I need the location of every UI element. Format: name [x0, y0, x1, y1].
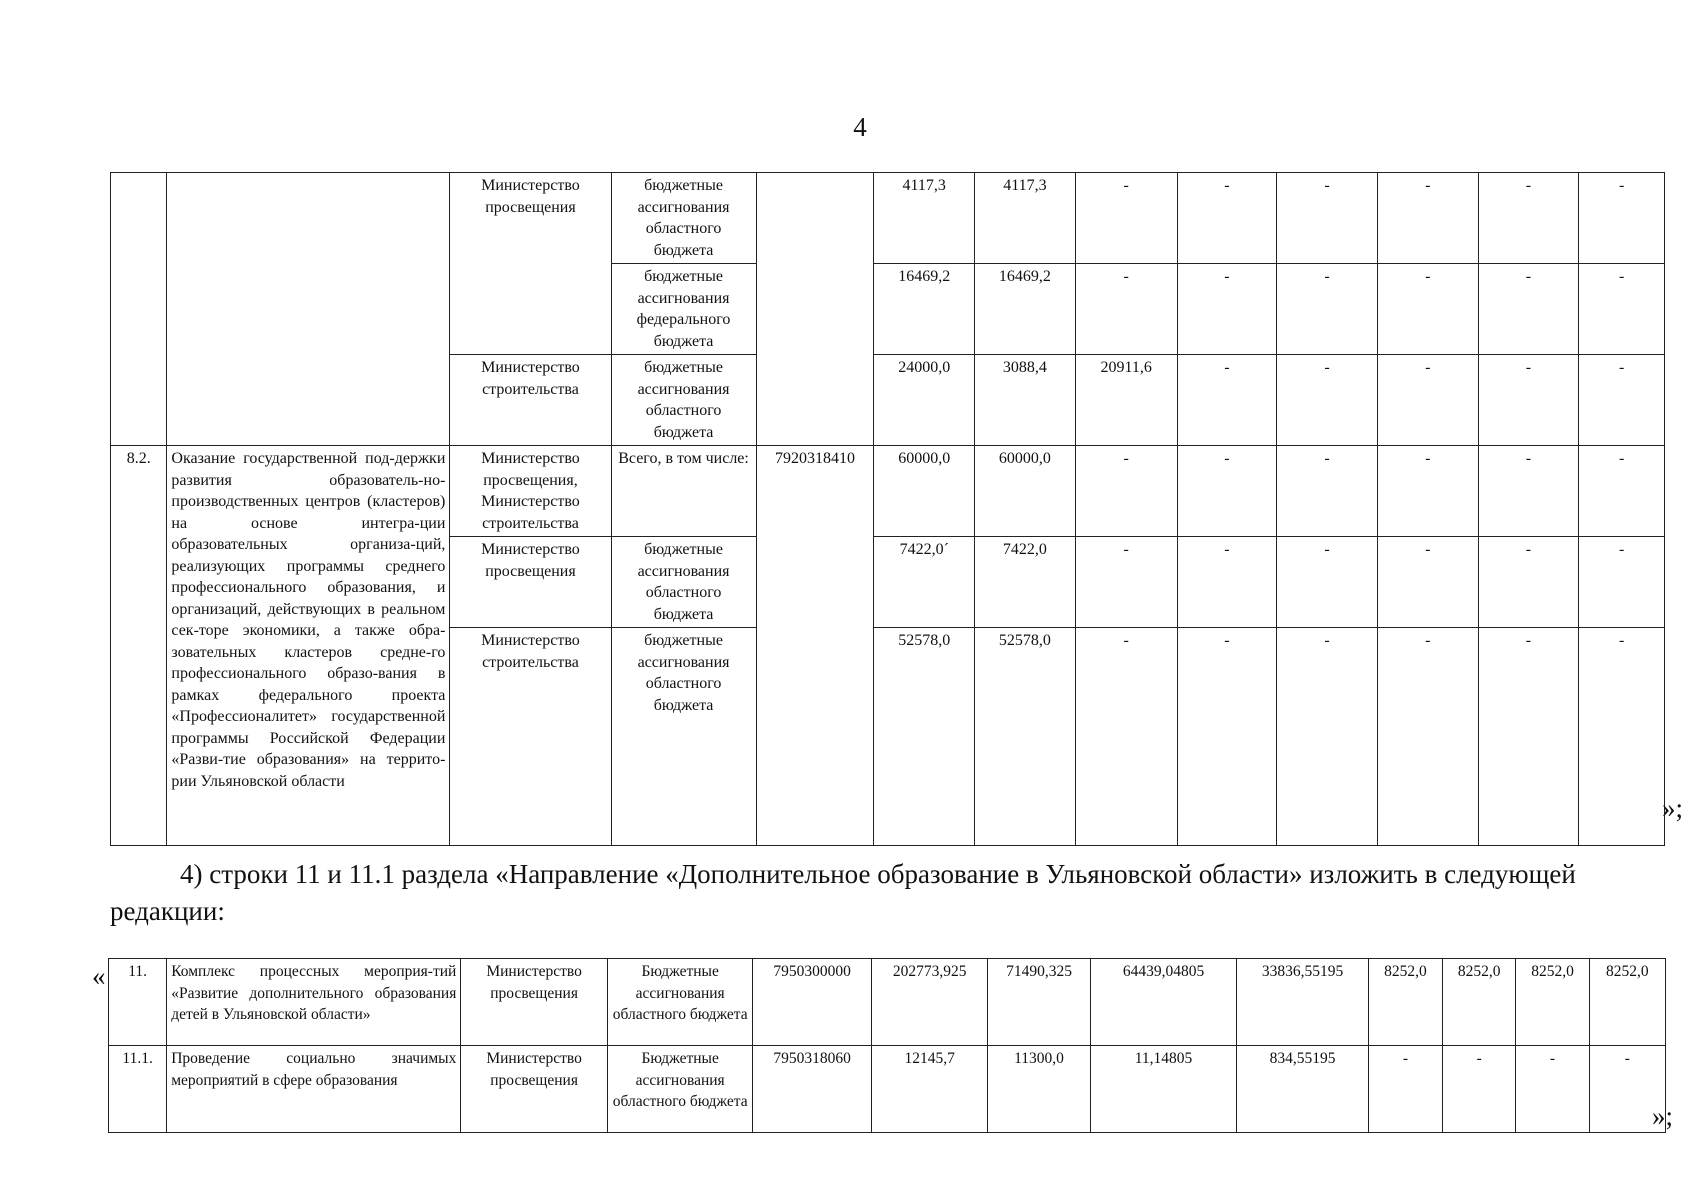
- closing-quote-mark: »;: [1662, 793, 1684, 823]
- year-cell: -: [1075, 537, 1177, 628]
- year-cell: -: [1277, 628, 1378, 846]
- row-number-cell: 8.2.: [111, 446, 167, 846]
- year-cell: 8252,0: [1516, 959, 1589, 1046]
- year-cell: -: [1516, 1046, 1589, 1133]
- year-cell: -: [1377, 264, 1478, 355]
- year-cell: -: [1377, 173, 1478, 264]
- name-cell: Проведение социально значимых мероприятий в сфере образования: [167, 1046, 461, 1133]
- table-row: [111, 173, 1665, 264]
- year-cell: -: [1177, 446, 1277, 537]
- total-cell: 202773,925: [871, 959, 987, 1046]
- budget-table-section-11: [108, 958, 1666, 1133]
- year-cell: -: [1177, 173, 1277, 264]
- year-cell: 8252,0: [1589, 959, 1665, 1046]
- year-cell: -: [1478, 628, 1579, 846]
- executor-cell: Министерство просвещения, Министерство строительства: [450, 446, 611, 537]
- row-number-cell: 11.1.: [109, 1046, 167, 1133]
- year-cell: 52578,0: [975, 628, 1076, 846]
- year-cell: -: [1177, 264, 1277, 355]
- opening-quote-mark: «: [92, 961, 106, 991]
- code-cell: [756, 173, 874, 446]
- year-cell: -: [1277, 537, 1378, 628]
- source-cell: бюджетные ассигнования областного бюджета: [611, 173, 756, 264]
- code-cell: 7920318410: [756, 446, 874, 846]
- name-cell: Оказание государственной под-держки развития образователь-но-производственных центров (кластеров) на основе интегра-ции образовательных организа-ций, реализующих программы среднего профессионального образования, и организаций, действующих в реальном сек-торе экономики, а также обра-зовательных кластеров средне-го профессионального образо-вания в рамках федерального проекта «Профессионалитет» государственной программы Российской Федерации «Разви-тие образования» на террито-рии Ульяновской области: [167, 446, 450, 846]
- executor-cell: Министерство строительства: [450, 628, 611, 846]
- code-cell: 7950318060: [753, 1046, 871, 1133]
- executor-cell: Министерство просвещения: [461, 1046, 608, 1133]
- year-cell: -: [1377, 355, 1478, 446]
- year-cell: -: [1277, 355, 1378, 446]
- total-cell: 60000,0: [874, 446, 975, 537]
- year-cell: -: [1277, 173, 1378, 264]
- year-cell: -: [1478, 264, 1579, 355]
- year-cell: -: [1579, 537, 1665, 628]
- source-cell: бюджетные ассигнования областного бюджета: [611, 537, 756, 628]
- year-cell: 60000,0: [975, 446, 1076, 537]
- year-cell: -: [1443, 1046, 1516, 1133]
- year-cell: -: [1579, 264, 1665, 355]
- year-cell: -: [1579, 355, 1665, 446]
- year-cell: -: [1478, 446, 1579, 537]
- source-cell: бюджетные ассигнования федерального бюджета: [611, 264, 756, 355]
- source-cell: Всего, в том числе:: [611, 446, 756, 537]
- year-cell: -: [1075, 264, 1177, 355]
- year-cell: -: [1368, 1046, 1442, 1133]
- year-cell: -: [1579, 446, 1665, 537]
- source-cell: бюджетные ассигнования областного бюджета: [611, 355, 756, 446]
- executor-cell: Министерство строительства: [450, 355, 611, 446]
- year-cell: -: [1478, 355, 1579, 446]
- paragraph-text: 4) строки 11 и 11.1 раздела «Направление «Дополнительное образование в Ульяновской области» изложить в следующей редакции:: [110, 859, 1576, 926]
- year-cell: 3088,4: [975, 355, 1076, 446]
- year-cell: 16469,2: [975, 264, 1076, 355]
- executor-cell: Министерство просвещения: [450, 173, 611, 355]
- year-cell: -: [1377, 628, 1478, 846]
- amendment-paragraph: [110, 856, 1612, 930]
- budget-table-section-8: [110, 172, 1665, 846]
- year-cell: -: [1277, 264, 1378, 355]
- table-row: [109, 1046, 1666, 1133]
- source-cell: бюджетные ассигнования областного бюджета: [611, 628, 756, 846]
- year-cell: -: [1075, 173, 1177, 264]
- executor-cell: Министерство просвещения: [461, 959, 608, 1046]
- code-cell: 7950300000: [753, 959, 871, 1046]
- name-cell: [167, 173, 450, 446]
- year-cell: 4117,3: [975, 173, 1076, 264]
- source-cell: Бюджетные ассигнования областного бюджета: [607, 1046, 753, 1133]
- table-row: [111, 446, 1665, 537]
- year-cell: 8252,0: [1443, 959, 1516, 1046]
- total-cell: 4117,3: [874, 173, 975, 264]
- table-row: [109, 959, 1666, 1046]
- total-cell: 16469,2: [874, 264, 975, 355]
- year-cell: -: [1075, 446, 1177, 537]
- year-cell: 7422,0: [975, 537, 1076, 628]
- year-cell: 11300,0: [988, 1046, 1090, 1133]
- page-number: 4: [853, 112, 867, 142]
- year-cell: -: [1579, 628, 1665, 846]
- year-cell: 834,55195: [1237, 1046, 1369, 1133]
- year-cell: -: [1377, 537, 1478, 628]
- year-cell: -: [1177, 628, 1277, 846]
- source-cell: Бюджетные ассигнования областного бюджета: [607, 959, 753, 1046]
- year-cell: 71490,325: [988, 959, 1090, 1046]
- closing-quote-mark: »;: [1652, 1101, 1674, 1131]
- year-cell: -: [1478, 537, 1579, 628]
- year-cell: -: [1579, 173, 1665, 264]
- year-cell: -: [1277, 446, 1378, 537]
- year-cell: -: [1177, 537, 1277, 628]
- year-cell: -: [1177, 355, 1277, 446]
- row-number-cell: [111, 173, 167, 446]
- total-cell: 12145,7: [871, 1046, 987, 1133]
- total-cell: 52578,0: [874, 628, 975, 846]
- year-cell: 8252,0: [1368, 959, 1442, 1046]
- year-cell: 64439,04805: [1090, 959, 1237, 1046]
- row-number-cell: 11.: [109, 959, 167, 1046]
- year-cell: 11,14805: [1090, 1046, 1237, 1133]
- name-cell: Комплекс процессных мероприя-тий «Развитие дополнительного образования детей в Ульяновской области»: [167, 959, 461, 1046]
- total-cell: 7422,0´: [874, 537, 975, 628]
- year-cell: -: [1589, 1046, 1665, 1133]
- year-cell: -: [1478, 173, 1579, 264]
- total-cell: 24000,0: [874, 355, 975, 446]
- executor-cell: Министерство просвещения: [450, 537, 611, 628]
- year-cell: 20911,6: [1075, 355, 1177, 446]
- year-cell: 33836,55195: [1237, 959, 1369, 1046]
- year-cell: -: [1377, 446, 1478, 537]
- year-cell: -: [1075, 628, 1177, 846]
